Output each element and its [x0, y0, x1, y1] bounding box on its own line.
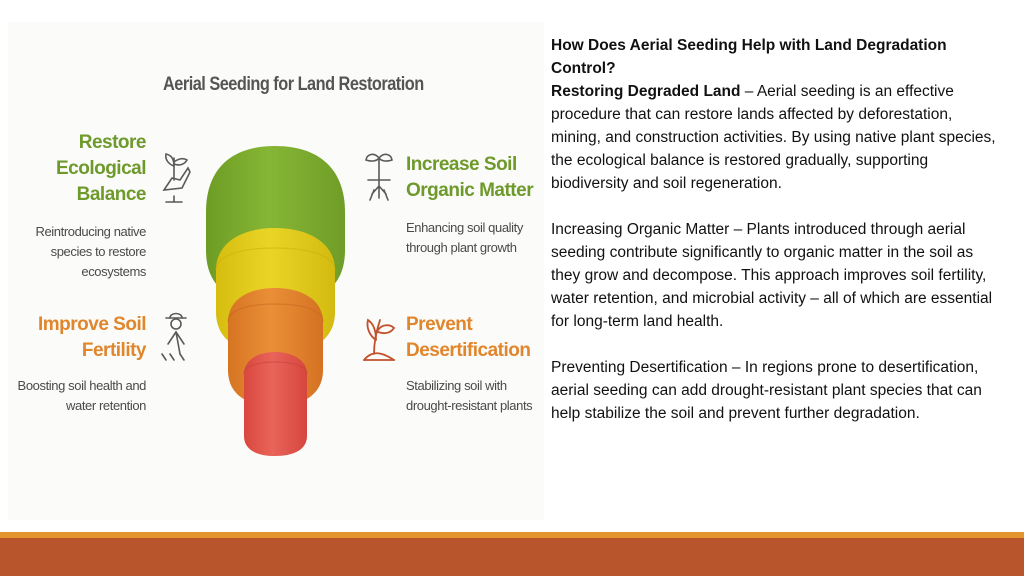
infographic [8, 22, 544, 520]
increase-organic-heading: Increase Soil Organic Matter [406, 154, 534, 201]
paragraph-restoring-body: – Aerial seeding is an effective procedure that can restore lands affected by deforestation, mining, and construction activities. By using native plant species, the ecological balance is restored gradually, supporting biodiversity and soil regeneration. [551, 83, 996, 192]
stacked-cylinders [8, 22, 544, 520]
paragraph-restoring [551, 80, 1001, 195]
increase-organic-desc: Enhancing soil quality through plant growth [406, 220, 523, 255]
paragraph-desertification: Preventing Desertification – In regions prone to desertification, aerial seeding can add drought-resistant plant species that can help stabilize the soil and prevent further degradation. [551, 359, 982, 422]
paragraph-restoring-title: Restoring Degraded Land [551, 83, 741, 100]
improve-fertility-desc: Boosting soil health and water retention [17, 378, 146, 413]
prevent-desertification-desc: Stabilizing soil with drought-resistant plants [406, 378, 533, 413]
improve-fertility-heading: Improve Soil Fertility [37, 314, 146, 361]
infographic-title: Aerial Seeding for Land Restoration [163, 74, 424, 95]
cylinder-red [244, 352, 307, 456]
text-panel [551, 34, 1001, 425]
question-heading: How Does Aerial Seeding Help with Land Degradation Control? [551, 37, 947, 77]
paragraph-organic: Increasing Organic Matter – Plants introduced through aerial seeding contribute significantly to organic matter in the soil as they grow and decompose. This approach improves soil fertility, water retention, and microbial activity – all of which are essential for long-term land health. [551, 221, 993, 330]
restore-balance-desc: Reintroducing native species to restore ecosystems [35, 224, 146, 279]
restore-balance-heading: Restore Ecological Balance [55, 132, 146, 205]
prevent-desertification-heading: Prevent Desertification [406, 314, 531, 361]
footer-bar [0, 538, 1024, 576]
